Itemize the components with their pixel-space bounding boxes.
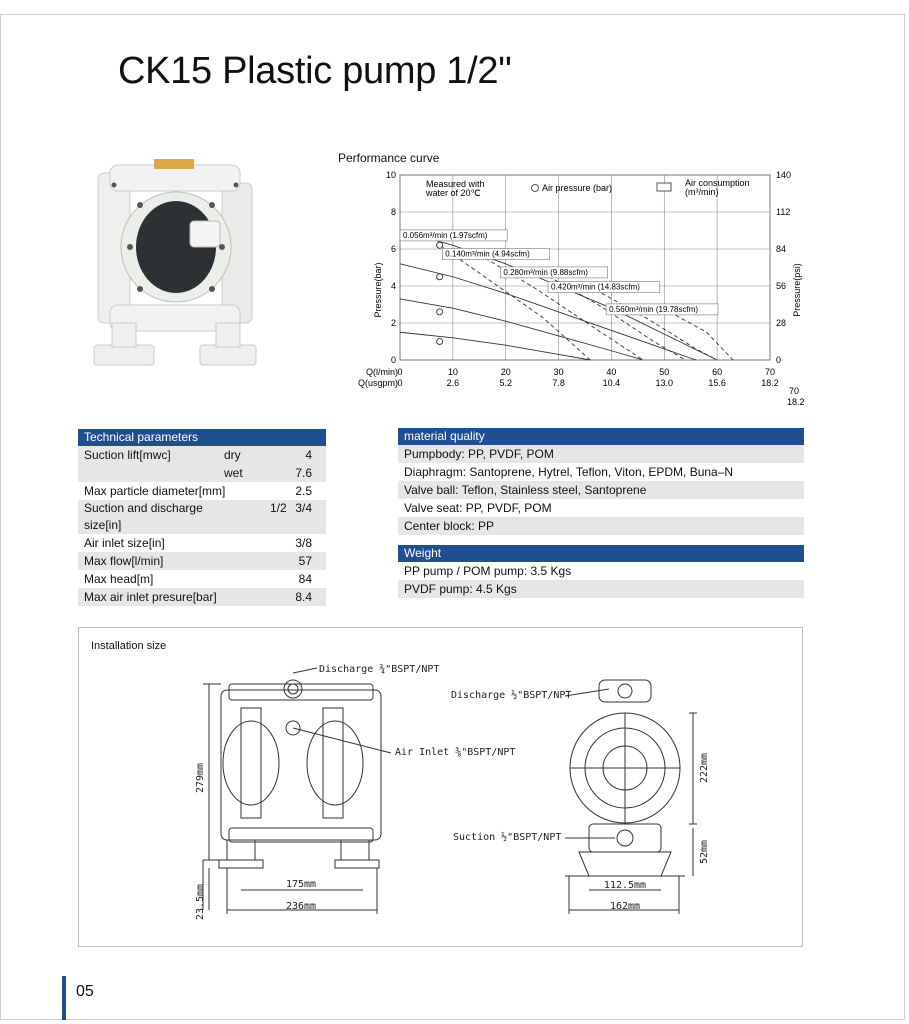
dim-112-5: 112.5mm [603,880,647,891]
air-pressure-marker [437,339,443,345]
installation-title: Installation size [91,640,167,652]
y-tick-label-psi: 112 [776,207,791,217]
x-tick-label: 30 [553,367,564,377]
x-tick-label: 70 [764,367,776,377]
x-tick-label-usgpm: 10.4 [602,378,621,388]
y-tick-label-psi: 140 [776,170,792,180]
page-number-bar [62,976,66,1020]
side-view [565,680,697,914]
y-tick-label: 0 [390,355,396,365]
dim-175: 175mm [285,879,317,890]
x-label-l: Q(l/min) [366,367,398,377]
max-flow-label: Max flow[l/min] [84,554,164,568]
legend-air-consumption-line1: Air consumption [685,178,750,188]
legend-air-consumption-marker [657,183,671,191]
pump-photo [90,155,260,375]
x-tick-label-usgpm: 2.6 [446,378,460,388]
air-consumption-line [670,312,733,360]
weight-header: Weight [398,545,804,562]
discharge-size-value: 3/4 [295,501,312,515]
air-inlet-row [78,534,326,552]
material-row: Valve seat: PP, PVDF, POM [404,501,552,515]
x-tick-label: 0 [397,367,403,377]
max-air-value: 8.4 [295,590,312,604]
max-head-value: 84 [298,572,312,586]
extra-tick-70: 70 [789,386,800,396]
dim-162: 162mm [609,901,641,912]
air-inlet-label: Air inlet size[in] [84,536,165,550]
y-tick-label-psi: 56 [776,281,787,291]
x-tick-label: 50 [659,367,670,377]
y-tick-label: 8 [390,207,396,217]
page-title: CK15 Plastic pump 1/2" [118,50,512,92]
weight-row: PVDF pump: 4.5 Kgs [398,580,804,598]
suction-size-value: 1/2 [270,501,287,515]
performance-curve-title: Performance curve [338,151,440,165]
extra-tick-18-2: 18.2 [787,397,805,407]
suction-discharge-label-2: size[in] [84,518,122,532]
weight-row: PP pump / POM pump: 3.5 Kgs [404,564,572,578]
flow-label: 0.140m³/min (4.94scfm) [445,249,530,259]
dim-52: 52mm [699,839,710,865]
dim-222: 222mm [699,752,710,784]
flow-label: 0.056m³/min (1.97scfm) [403,230,488,240]
suction-lift-label: Suction lift[mwc] [84,448,171,462]
material-header: material quality [398,428,804,445]
air-pressure-marker [437,274,443,280]
legend-air-pressure: Air pressure (bar) [542,183,613,193]
air-pressure-marker [437,242,443,248]
x-tick-label: 20 [500,367,511,377]
installation-size-box [78,627,803,947]
x-tick-label-usgpm: 18.2 [761,378,779,388]
air-inlet-value: 3/8 [295,536,312,550]
dim-236: 236mm [285,901,317,912]
y-tick-label: 6 [390,244,396,254]
performance-chart [338,165,808,410]
air-consumption-line [437,243,590,360]
legend-air-consumption-line2: (m³/min) [685,187,719,197]
max-particle-value: 2.5 [295,484,312,498]
max-particle-row [78,482,326,500]
air-pressure-marker [437,309,443,315]
legend-measured-line1: Measured with [426,179,485,189]
flow-label: 0.420m³/min (14.83scfm) [551,282,640,292]
x-tick-label-usgpm: 7.8 [552,378,565,388]
dry-value: 4 [305,448,312,462]
technical-header: Technical parameters [78,429,326,446]
y-tick-label-psi: 28 [776,318,787,328]
material-row: Valve ball: Teflon, Stainless steel, Santoprene [398,481,804,499]
y-right-label: Pressure(psi) [792,263,802,317]
dry-label: dry [224,448,241,462]
max-air-row [78,588,326,606]
y-tick-label: 4 [390,281,396,291]
y-tick-label-psi: 84 [776,244,787,254]
page-number: 05 [76,983,94,1000]
y-left-label: Pressure(bar) [373,262,383,318]
suction-lift-dry-row [78,446,326,464]
chart-legend [425,178,750,198]
material-row: Pumpbody: PP, PVDF, POM [398,445,804,463]
max-head-label: Max head[m] [84,572,154,586]
weight-table [398,545,804,598]
max-head-row [78,570,326,588]
technical-parameters-table [78,429,326,606]
material-quality-table [398,428,804,535]
x-tick-label: 40 [606,367,617,377]
max-particle-label: Max particle diameter[mm] [84,484,226,498]
x-tick-label: 60 [712,367,723,377]
flow-label: 0.560m³/min (19.78scfm) [609,304,699,314]
suction-discharge-label-1: Suction and discharge [84,501,203,515]
y-tick-label: 2 [390,318,396,328]
max-flow-value: 57 [298,554,312,568]
material-row: Center block: PP [398,517,804,535]
x-tick-label: 10 [447,367,458,377]
chart-flow-labels [400,230,718,315]
legend-measured-line2: water of 20℃ [426,188,481,198]
wet-value: 7.6 [295,466,312,480]
dim-23-5: 23.5mm [195,883,206,921]
y-tick-label-psi: 0 [776,355,782,365]
dim-279: 279mm [195,762,206,794]
front-discharge-label: Discharge ¾"BSPT/NPT [319,664,440,675]
max-flow-row [78,552,326,570]
suction-lift-wet-row [78,464,326,482]
legend-air-pressure-marker [532,185,539,192]
side-suction-label: Suction ½"BSPT/NPT [453,832,562,843]
installation-drawing [79,628,804,948]
chart-ticks [386,170,791,388]
air-consumption-line [596,290,718,360]
x-label-us: Q(usgpm) [357,378,398,388]
max-air-label: Max air inlet presure[bar] [84,590,217,604]
flow-label: 0.280m³/min (9.88scfm) [503,267,588,277]
x-tick-label-usgpm: 5.2 [499,378,512,388]
side-discharge-label: Discharge ½"BSPT/NPT [451,690,572,701]
material-row: Diaphragm: Santoprene, Hytrel, Teflon, Viton, EPDM, Buna–N [404,465,734,479]
front-air-inlet-label: Air Inlet ⅜"BSPT/NPT [395,747,516,758]
suction-discharge-row [78,500,326,534]
y-tick-label: 10 [385,170,396,180]
x-tick-label-usgpm: 15.6 [708,378,726,388]
front-view [203,668,391,914]
x-tick-label-usgpm: 0 [397,378,403,388]
wet-label: wet [224,466,243,480]
x-tick-label-usgpm: 13.0 [655,378,674,388]
